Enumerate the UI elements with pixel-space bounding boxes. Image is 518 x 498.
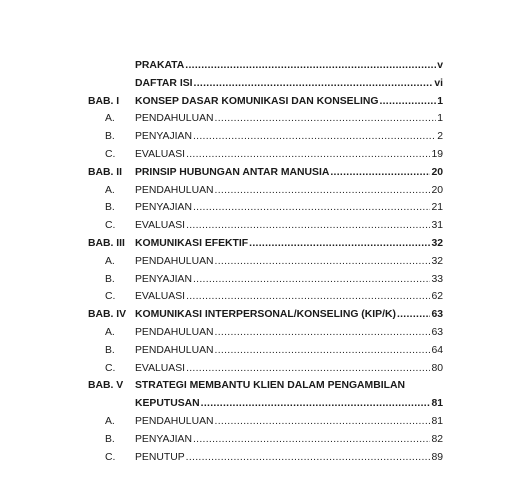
toc-row[interactable]	[88, 217, 443, 235]
toc-row[interactable]	[88, 253, 443, 271]
toc-page-number: vi	[434, 77, 443, 89]
toc-page-number: 1	[437, 113, 443, 125]
toc-page-number: 81	[431, 398, 443, 410]
toc-row[interactable]	[88, 377, 443, 395]
toc-row[interactable]	[88, 164, 443, 182]
toc-row[interactable]	[88, 128, 443, 146]
toc-page-number: 20	[431, 184, 443, 196]
dot-leader	[249, 235, 430, 253]
toc-entry-number	[88, 395, 135, 413]
dot-leader	[379, 93, 436, 111]
dot-leader	[193, 128, 436, 146]
table-of-contents	[88, 57, 443, 466]
toc-entry-title: PRINSIP HUBUNGAN ANTAR MANUSIA	[135, 166, 330, 178]
toc-row[interactable]	[88, 342, 443, 360]
toc-entry-number: A.	[105, 415, 115, 427]
toc-page-number: 80	[431, 362, 443, 374]
toc-entry-title: KOMUNIKASI INTERPERSONAL/KONSELING (KIP/K)	[135, 309, 396, 321]
toc-entry-number: A.	[105, 255, 115, 267]
toc-entry-title: PENDAHULUAN	[135, 184, 214, 196]
toc-entry-number: C.	[105, 220, 116, 232]
toc-page-number: 63	[431, 326, 443, 338]
toc-entry-number: C.	[105, 451, 116, 463]
toc-page-number: 62	[431, 291, 443, 303]
toc-row[interactable]	[88, 395, 443, 413]
dot-leader	[330, 164, 430, 182]
toc-row[interactable]	[88, 57, 443, 75]
toc-page-number: 81	[431, 415, 443, 427]
toc-entry-title: KEPUTUSAN	[135, 398, 200, 410]
dot-leader	[193, 199, 430, 217]
toc-row[interactable]	[88, 110, 443, 128]
toc-page-number: 19	[431, 148, 443, 160]
toc-entry-number: A.	[105, 113, 115, 125]
toc-row[interactable]	[88, 271, 443, 289]
toc-entry-title: PRAKATA	[135, 60, 185, 71]
toc-entry-title: STRATEGI MEMBANTU KLIEN DALAM PENGAMBILAN	[135, 380, 405, 392]
dot-leader	[215, 110, 437, 128]
toc-entry-title: PENDAHULUAN	[135, 326, 214, 338]
toc-entry-title: EVALUASI	[135, 148, 186, 160]
toc-entry-title: PENYAJIAN	[135, 202, 192, 214]
toc-page-number: 32	[431, 237, 443, 249]
toc-entry-number: A.	[105, 184, 115, 196]
toc-entry-number: BAB. IV	[88, 309, 127, 321]
toc-row[interactable]	[88, 199, 443, 217]
toc-entry-number: A.	[105, 326, 115, 338]
toc-entry-number: B.	[105, 131, 115, 143]
toc-entry-number: BAB. II	[88, 166, 123, 178]
toc-entry-title: PENDAHULUAN	[135, 415, 214, 427]
toc-row[interactable]	[88, 235, 443, 253]
dot-leader	[201, 395, 431, 413]
toc-entry-number: B.	[105, 433, 115, 445]
toc-entry-title: PENYAJIAN	[135, 273, 192, 285]
toc-entry-title: KOMUNIKASI EFEKTIF	[135, 237, 249, 249]
toc-entry-title: KONSEP DASAR KOMUNIKASI DAN KONSELING	[135, 95, 379, 107]
toc-page-number: 82	[431, 433, 443, 445]
dot-leader	[215, 413, 431, 431]
toc-entry-number: B.	[105, 273, 115, 285]
dot-leader	[193, 271, 430, 289]
toc-entry-title: PENUTUP	[135, 451, 185, 463]
dot-leader	[193, 431, 430, 449]
toc-entry-title: EVALUASI	[135, 220, 186, 232]
dot-leader	[186, 449, 431, 467]
toc-entry-number: BAB. III	[88, 237, 125, 249]
toc-entry-number: BAB. I	[88, 95, 120, 107]
toc-page-number: 63	[431, 309, 443, 321]
toc-page-number: 32	[431, 255, 443, 267]
dot-leader	[185, 57, 436, 75]
toc-entry-title: PENYAJIAN	[135, 433, 192, 445]
toc-entry-title: EVALUASI	[135, 362, 186, 374]
toc-row[interactable]	[88, 93, 443, 111]
toc-entry-number	[88, 75, 135, 93]
toc-row[interactable]	[88, 449, 443, 467]
toc-page-number: 1	[437, 95, 443, 107]
toc-entry-title: PENDAHULUAN	[135, 344, 214, 356]
dot-leader	[215, 324, 431, 342]
toc-entry-title: DAFTAR ISI	[135, 77, 193, 89]
toc-row[interactable]	[88, 306, 443, 324]
toc-page-number: 31	[431, 220, 443, 232]
toc-page-number: v	[437, 60, 443, 71]
toc-entry-number: B.	[105, 344, 115, 356]
dot-leader	[397, 306, 431, 324]
toc-entry-title: PENDAHULUAN	[135, 255, 214, 267]
toc-row[interactable]	[88, 146, 443, 164]
toc-entry-title: PENDAHULUAN	[135, 113, 214, 125]
toc-row[interactable]	[88, 324, 443, 342]
dot-leader	[186, 288, 430, 306]
toc-page-number: 33	[431, 273, 443, 285]
dot-leader	[194, 75, 434, 93]
toc-row[interactable]	[88, 75, 443, 93]
toc-entry-title: EVALUASI	[135, 291, 186, 303]
toc-entry-number: BAB. V	[88, 380, 124, 392]
dot-leader	[215, 182, 431, 200]
toc-row[interactable]	[88, 288, 443, 306]
toc-entry-number: C.	[105, 291, 116, 303]
toc-row[interactable]	[88, 431, 443, 449]
toc-row[interactable]	[88, 182, 443, 200]
toc-entry-number: C.	[105, 148, 116, 160]
toc-entry-title: PENYAJIAN	[135, 131, 192, 143]
toc-page-number: 89	[431, 451, 443, 463]
dot-leader	[186, 217, 430, 235]
toc-entry-number: C.	[105, 362, 116, 374]
dot-leader	[186, 146, 430, 164]
toc-row[interactable]	[88, 413, 443, 431]
dot-leader	[186, 360, 430, 378]
toc-page-number: 2	[437, 131, 443, 143]
toc-entry-number: B.	[105, 202, 115, 214]
toc-page-number: 21	[431, 202, 443, 214]
dot-leader	[215, 253, 431, 271]
toc-row[interactable]	[88, 360, 443, 378]
toc-page-number: 20	[431, 166, 443, 178]
toc-page-number: 64	[431, 344, 443, 356]
toc-entry-number	[88, 57, 135, 75]
dot-leader	[215, 342, 431, 360]
